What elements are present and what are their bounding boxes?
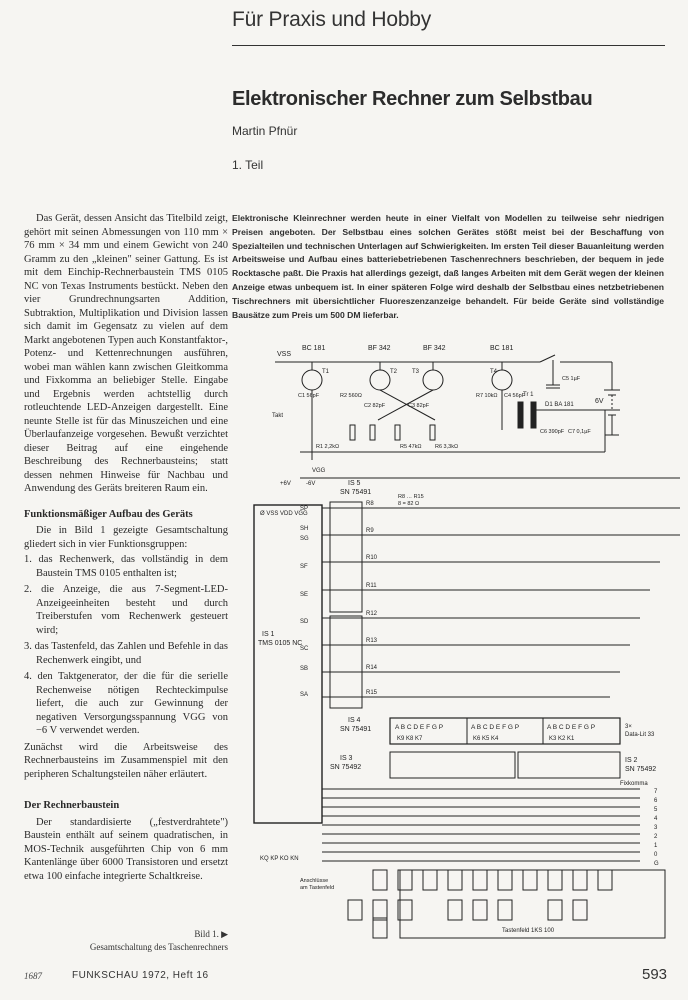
page-number: 593	[642, 966, 668, 983]
list-item: 1. das Rechenwerk, das vollständig in dem Baustein TMS 0105 enthalten ist;	[24, 554, 228, 579]
svg-text:0: 0	[654, 852, 658, 858]
svg-text:BF 342: BF 342	[423, 345, 446, 352]
svg-text:KQ KP KO KN: KQ KP KO KN	[260, 856, 299, 862]
svg-text:R14: R14	[366, 665, 378, 671]
svg-text:SN 75492: SN 75492	[625, 766, 657, 773]
svg-text:T1: T1	[322, 369, 330, 375]
svg-text:am Tastenfeld: am Tastenfeld	[300, 885, 335, 891]
svg-text:BF 342: BF 342	[368, 345, 391, 352]
svg-text:R8: R8	[366, 501, 374, 507]
ic1-tms0105	[254, 505, 322, 823]
svg-text:K6 K5 K4: K6 K5 K4	[473, 736, 499, 742]
article-author: Martin Pfnür	[232, 124, 298, 138]
battery-label: 6V	[595, 398, 604, 405]
svg-text:7: 7	[654, 789, 658, 795]
svg-text:R12: R12	[366, 611, 378, 617]
svg-text:C5 1µF: C5 1µF	[562, 376, 581, 382]
svg-text:IS 1: IS 1	[262, 631, 275, 638]
section2-heading: Der Rechnerbaustein	[24, 800, 120, 811]
led-display	[390, 718, 620, 744]
section1-heading: Funktionsmäßiger Aufbau des Geräts	[24, 508, 193, 520]
svg-text:IS 3: IS 3	[340, 755, 353, 762]
svg-text:Anschlüsse: Anschlüsse	[300, 878, 329, 884]
svg-text:1: 1	[654, 843, 658, 849]
svg-text:Data-Lit 33: Data-Lit 33	[625, 732, 655, 738]
section1-outro: Zunächst wird die Arbeitsweise des Rechnerbausteins im Zusammenspiel mit den peripheren Schaltungsteilen näher erläutert.	[24, 741, 228, 780]
svg-text:8 = 82 Ω: 8 = 82 Ω	[398, 501, 420, 507]
svg-text:A B C D E F G P: A B C D E F G P	[547, 724, 596, 731]
list-item: 2. die Anzeige, die aus 7-Segment-LED-Anzeigeeinheiten besteht und durch Treiberstufen vom Rechenwerk gesteuert wird;	[24, 584, 228, 636]
key-row-2	[348, 900, 587, 920]
section-heading: Für Praxis und Hobby	[232, 8, 432, 31]
svg-text:C4 56pF: C4 56pF	[504, 393, 526, 399]
svg-text:SH: SH	[300, 526, 309, 532]
svg-text:2: 2	[654, 834, 658, 840]
svg-text:SD: SD	[300, 619, 309, 625]
svg-text:T2: T2	[390, 369, 398, 375]
svg-text:Fixkomma: Fixkomma	[620, 781, 648, 787]
svg-text:SA: SA	[300, 692, 309, 698]
digit-lines	[322, 789, 640, 861]
figure-label: Bild 1. ▶	[194, 929, 228, 939]
svg-text:3: 3	[654, 825, 658, 831]
svg-text:G: G	[654, 861, 659, 867]
svg-text:R2 560Ω: R2 560Ω	[340, 393, 362, 399]
svg-text:Takt: Takt	[272, 413, 284, 419]
svg-text:SP: SP	[300, 506, 309, 512]
footer-number: 1687	[24, 971, 42, 981]
figure-caption	[60, 928, 228, 954]
svg-text:R15: R15	[366, 690, 378, 696]
circuit-schematic	[240, 340, 680, 940]
svg-text:R5 47kΩ: R5 47kΩ	[400, 444, 422, 450]
svg-text:A B C D E F G P: A B C D E F G P	[395, 724, 444, 731]
svg-text:C6 390pF: C6 390pF	[540, 429, 565, 435]
svg-text:C3 82pF: C3 82pF	[408, 403, 430, 409]
function-group-list	[24, 553, 228, 738]
svg-text:VSS: VSS	[277, 351, 292, 358]
svg-text:R7 10kΩ: R7 10kΩ	[476, 393, 498, 399]
svg-text:SB: SB	[300, 666, 309, 672]
svg-text:C2 82pF: C2 82pF	[364, 403, 386, 409]
intro-paragraph: Das Gerät, dessen Ansicht das Titelbild zeigt, gehört mit seinen Abmessungen von 110 mm × 76 mm × 34 mm und einem Gewicht von 240 Gramm zu den „kleinen" seiner Gattung. Es ist mit dem Einchip-Rechnerbaustein TMS 0105 NC von Texas Instruments bestückt. Neben den vier Grundrechnungsarten Addition, Subtraktion, Multiplikation und Division lassen sich damit im Gegensatz zu vielen auf dem Markt angebotenen Typen auch Konstantfaktor-, Potenz- und Kettenrechnungen ausführen, wobei man wählen kann zwischen Gleitkomma und Fixkomma an beliebiger Stelle. Eingabe und Ergebnis werden achtstellig durch rotleuchtende LED-Anzeigen dargestellt. Eine neunte Stelle ist für das Minuszeichen und eine Überlaufanzeige vorgesehen. Bewußt verzichtet dieser Beitrag auf eine eingehende Beschreibung des Rechnerbausteins; statt dessen nehmen Hinweise für Nachbau und Anwendung des Geräts breiteren Raum ein.	[24, 213, 228, 494]
svg-text:R10: R10	[366, 555, 378, 561]
svg-text:Ø VSS VDD VGG: Ø VSS VDD VGG	[260, 511, 308, 517]
svg-text:R6 3,3kΩ: R6 3,3kΩ	[435, 444, 459, 450]
svg-text:D1 BA 181: D1 BA 181	[545, 402, 574, 408]
svg-text:VGG: VGG	[312, 468, 326, 474]
list-item: 3. das Tastenfeld, das Zahlen und Befehle in das Rechenwerk eingibt, und	[24, 641, 228, 666]
svg-text:SN 75491: SN 75491	[340, 726, 372, 733]
list-item: 4. den Taktgenerator, der die für die serielle Rechenweise nötigen Rechteckimpulse liefert, die auch zur Gewinnung der negativen Versorgungsspannung VGG von −6 V verwendet werden.	[24, 671, 228, 736]
svg-text:SG: SG	[300, 536, 309, 542]
section2-text: Der standardisierte („festverdrahtete") Baustein enthält auf seinem quadratischen, in MOS-Technik ausgeführten Chip von 6 mm Kantenlänge über 6000 Transistoren und ersetzt etwa 100 einfache integrierte Schaltkreise.	[24, 816, 228, 882]
section1-intro: Die in Bild 1 gezeigte Gesamtschaltung gliedert sich in vier Funktionsgruppen:	[24, 525, 228, 550]
left-column	[24, 212, 228, 883]
svg-text:TMS 0105 NC: TMS 0105 NC	[258, 640, 303, 647]
svg-text:Tastenfeld 1KS 100: Tastenfeld 1KS 100	[502, 928, 555, 934]
lead-paragraph: Elektronische Kleinrechner werden heute in einer Vielfalt von Modellen zu teilweise sehr niedrigen Preisen angeboten. Der Selbstbau eines solchen Gerätes stößt meist bei der Beschaffung von Spezialteilen und technischen Unterlagen auf Schwierigkeiten. Im ersten Teil dieser Bauanleitung werden Arbeitsweise und Aufbau eines batteriebetriebenen Taschenrechners beschrieben, der bequem in jede Rocktasche paßt. Die Praxis hat allerdings gezeigt, daß langes Arbeiten mit dem Gerät wegen der kleinen Anzeige etwas unbequem ist. In einer späteren Folge wird deshalb der Selbstbau eines netzbetriebenen Tischrechners mit übersichtlicher Fluoreszenzanzeige behandelt. Für beide Geräte sind vollständige Bausätze zum Preis um 500 DM lieferbar.	[232, 213, 664, 320]
svg-text:SC: SC	[300, 646, 309, 652]
svg-text:6: 6	[654, 798, 658, 804]
figure-caption-text: Gesamtschaltung des Taschenrechners	[89, 942, 228, 952]
article-title: Elektronischer Rechner zum Selbstbau	[232, 88, 593, 110]
header-rule	[232, 45, 665, 46]
svg-text:IS 4: IS 4	[348, 717, 361, 724]
svg-text:5: 5	[654, 807, 658, 813]
svg-text:3×: 3×	[625, 724, 632, 730]
svg-text:SF: SF	[300, 564, 308, 570]
svg-text:R1 2,2kΩ: R1 2,2kΩ	[316, 444, 340, 450]
svg-text:T3: T3	[412, 369, 420, 375]
svg-text:SE: SE	[300, 592, 309, 598]
svg-text:R13: R13	[366, 638, 378, 644]
footer-magazine: FUNKSCHAU 1972, Heft 16	[72, 970, 209, 981]
svg-text:R9: R9	[366, 528, 374, 534]
key-row-1	[373, 870, 612, 890]
svg-text:K9 K8 K7: K9 K8 K7	[397, 736, 423, 742]
svg-text:4: 4	[654, 816, 658, 822]
svg-text:SN 75492: SN 75492	[330, 764, 362, 771]
svg-text:Tr 1: Tr 1	[523, 392, 534, 398]
svg-text:R11: R11	[366, 583, 377, 589]
svg-text:K3 K2 K1: K3 K2 K1	[549, 736, 575, 742]
svg-text:SN 75491: SN 75491	[340, 489, 372, 496]
key-k	[373, 918, 387, 938]
svg-text:BC 181: BC 181	[490, 345, 514, 352]
article-part: 1. Teil	[232, 158, 264, 172]
svg-text:T4: T4	[490, 369, 498, 375]
svg-text:IS 5: IS 5	[348, 480, 361, 487]
svg-text:C1 56pF: C1 56pF	[298, 393, 320, 399]
svg-text:IS 2: IS 2	[625, 757, 638, 764]
svg-text:-6V: -6V	[306, 481, 316, 487]
svg-text:A B C D E F G P: A B C D E F G P	[471, 724, 520, 731]
svg-text:BC 181: BC 181	[302, 345, 326, 352]
svg-text:+6V: +6V	[280, 481, 291, 487]
svg-text:C7 0,1µF: C7 0,1µF	[568, 429, 591, 435]
svg-text:R8 … R15: R8 … R15	[398, 494, 424, 500]
